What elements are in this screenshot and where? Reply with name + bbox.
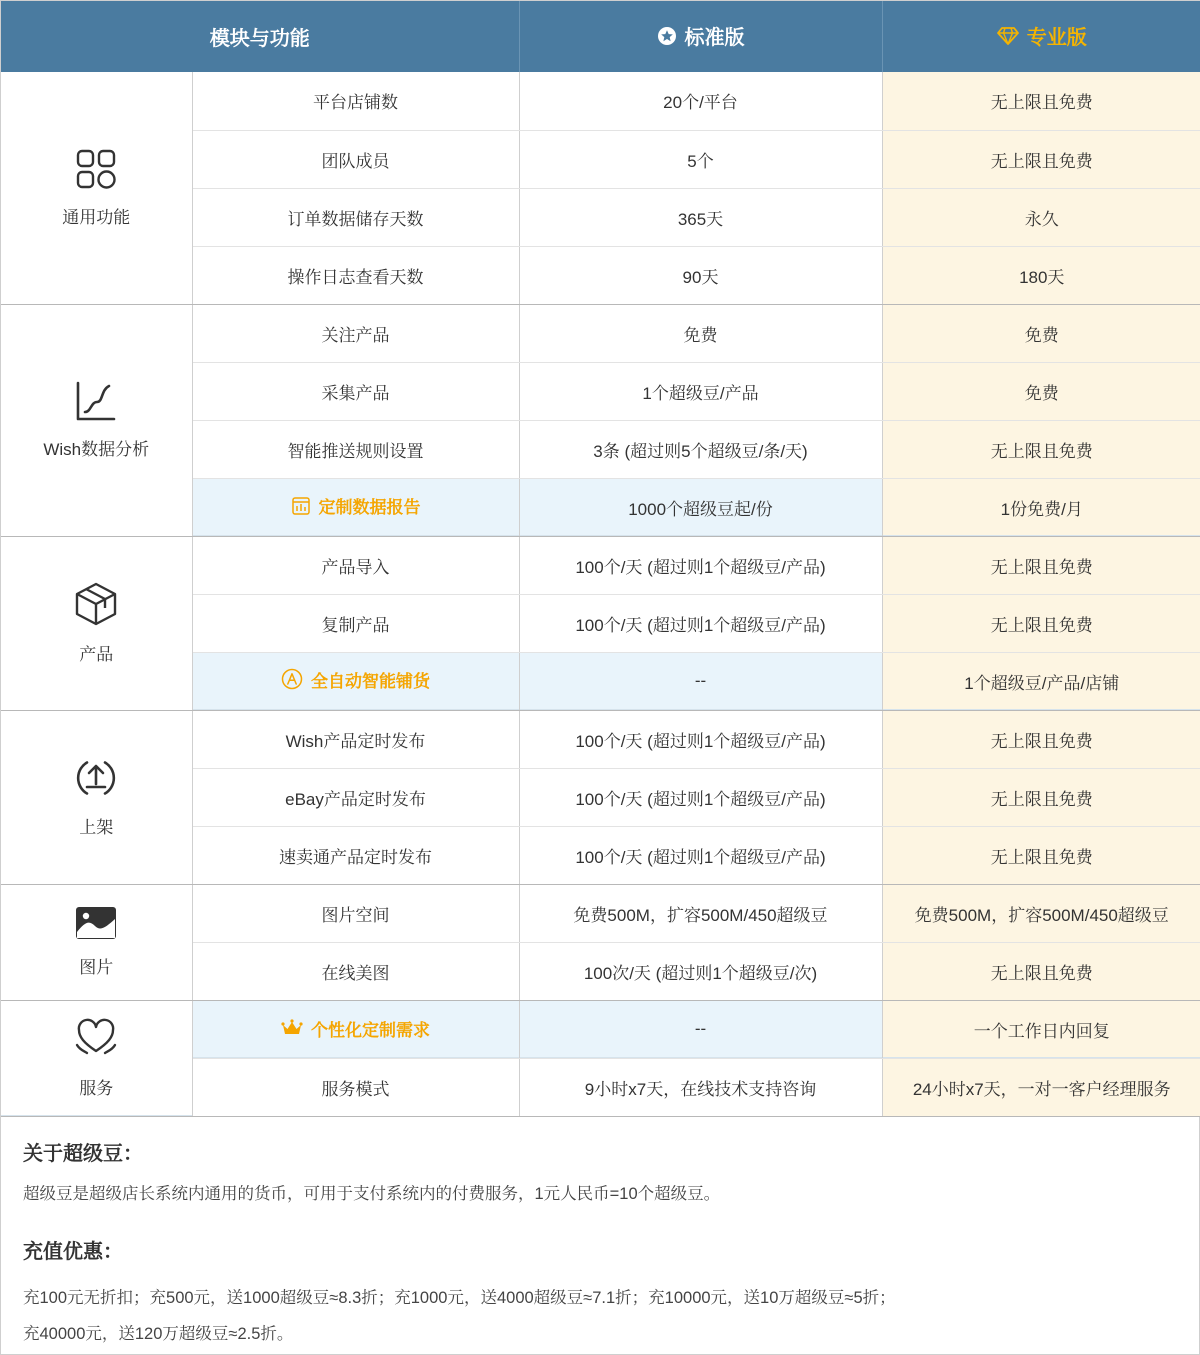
header-module-label: 模块与功能 bbox=[209, 28, 310, 50]
pro-value-cell: 无上限且免费 bbox=[882, 72, 1200, 130]
standard-value-cell: 100个/天 (超过则1个超级豆/产品) bbox=[519, 594, 882, 652]
pro-value-cell: 一个工作日内回复 bbox=[882, 1000, 1200, 1058]
grid-icon bbox=[75, 148, 117, 195]
feature-cell bbox=[192, 594, 519, 652]
header-pro-label: 专业版 bbox=[1026, 27, 1087, 50]
pro-value-cell: 无上限且免费 bbox=[882, 710, 1200, 768]
feature-cell bbox=[192, 826, 519, 884]
recharge-title: 充值优惠： bbox=[23, 1241, 123, 1264]
pro-value-cell: 无上限且免费 bbox=[882, 594, 1200, 652]
feature-cell bbox=[192, 304, 519, 362]
feature-cell bbox=[192, 478, 519, 536]
feature-label: 定制数据报告 bbox=[318, 498, 421, 518]
pro-value-cell: 无上限且免费 bbox=[882, 130, 1200, 188]
feature-label: eBay产品定时发布 bbox=[285, 789, 426, 809]
feature-cell bbox=[192, 536, 519, 594]
recharge-line-2: 充40000元，送120万超级豆≈2.5折。 bbox=[23, 1324, 294, 1343]
feature-cell bbox=[192, 1000, 519, 1058]
pro-value-cell: 无上限且免费 bbox=[882, 942, 1200, 1000]
pro-value-cell: 免费500M，扩容500M/450超级豆 bbox=[882, 884, 1200, 942]
chart-line-icon bbox=[75, 380, 117, 427]
feature-label: 图片空间 bbox=[321, 905, 390, 925]
pro-value-cell: 免费 bbox=[882, 362, 1200, 420]
feature-cell bbox=[192, 72, 519, 130]
feature-label: Wish产品定时发布 bbox=[285, 731, 426, 751]
plan-comparison-table bbox=[1, 1, 1200, 1117]
module-cell bbox=[1, 536, 192, 710]
pro-value-cell: 免费 bbox=[882, 304, 1200, 362]
auto-a-icon bbox=[281, 668, 303, 690]
module-cell bbox=[1, 884, 192, 1000]
feature-label: 操作日志查看天数 bbox=[287, 267, 424, 287]
standard-value-cell: 20个/平台 bbox=[519, 72, 882, 130]
pro-value-cell: 无上限且免费 bbox=[882, 826, 1200, 884]
pro-value-cell: 1个超级豆/产品/店铺 bbox=[882, 652, 1200, 710]
standard-value-cell: 免费500M，扩容500M/450超级豆 bbox=[519, 884, 882, 942]
standard-value-cell: 1个超级豆/产品 bbox=[519, 362, 882, 420]
feature-cell bbox=[192, 362, 519, 420]
header-standard-column bbox=[519, 1, 882, 72]
feature-label: 团队成员 bbox=[321, 151, 390, 171]
feature-label: 服务模式 bbox=[321, 1079, 390, 1099]
feature-label: 在线美图 bbox=[321, 963, 390, 983]
standard-value-cell: 90天 bbox=[519, 246, 882, 304]
module-label: 上架 bbox=[79, 818, 114, 837]
module-label: 通用功能 bbox=[62, 207, 131, 227]
feature-label: 产品导入 bbox=[321, 557, 390, 577]
standard-value-cell: 100个/天 (超过则1个超级豆/产品) bbox=[519, 826, 882, 884]
header-standard-label: 标准版 bbox=[684, 27, 745, 50]
heart-hands-icon bbox=[74, 1017, 118, 1066]
feature-cell bbox=[192, 130, 519, 188]
table-row bbox=[1, 884, 1200, 942]
beans-text: 超级豆是超级店长系统内通用的货币，可用于支付系统内的付费服务，1元人民币=10个超级豆。 bbox=[23, 1185, 721, 1203]
standard-value-cell: 免费 bbox=[519, 304, 882, 362]
crown-icon bbox=[281, 1019, 303, 1037]
standard-value-cell: 100个/天 (超过则1个超级豆/产品) bbox=[519, 710, 882, 768]
feature-cell bbox=[192, 420, 519, 478]
pro-value-cell: 永久 bbox=[882, 188, 1200, 246]
feature-cell bbox=[192, 768, 519, 826]
module-cell bbox=[1, 304, 192, 536]
feature-label: 速卖通产品定时发布 bbox=[279, 847, 432, 867]
feature-label: 采集产品 bbox=[321, 383, 390, 403]
table-row bbox=[1, 710, 1200, 768]
report-icon bbox=[291, 496, 311, 516]
pro-value-cell: 24小时x7天，一对一客户经理服务 bbox=[882, 1058, 1200, 1116]
standard-value-cell: 100个/天 (超过则1个超级豆/产品) bbox=[519, 536, 882, 594]
upload-icon bbox=[74, 756, 118, 805]
pro-value-cell: 无上限且免费 bbox=[882, 768, 1200, 826]
table-row bbox=[1, 1000, 1200, 1058]
feature-label: 全自动智能铺货 bbox=[311, 671, 430, 691]
standard-value-cell: 5个 bbox=[519, 130, 882, 188]
pro-value-cell: 1份免费/月 bbox=[882, 478, 1200, 536]
table-row bbox=[1, 536, 1200, 594]
feature-label: 订单数据储存天数 bbox=[287, 209, 424, 229]
feature-label: 智能推送规则设置 bbox=[287, 441, 424, 461]
notes-section bbox=[23, 1115, 1183, 1345]
feature-label: 个性化定制需求 bbox=[311, 1020, 430, 1040]
header-module-column bbox=[1, 1, 519, 72]
diamond-icon bbox=[997, 26, 1019, 46]
standard-value-cell: -- bbox=[519, 652, 882, 710]
standard-value-cell: -- bbox=[519, 1000, 882, 1058]
feature-label: 关注产品 bbox=[321, 325, 390, 345]
pro-value-cell: 无上限且免费 bbox=[882, 420, 1200, 478]
feature-cell bbox=[192, 710, 519, 768]
header-pro-column bbox=[882, 1, 1200, 72]
feature-cell bbox=[192, 884, 519, 942]
standard-value-cell: 9小时x7天，在线技术支持咨询 bbox=[519, 1058, 882, 1116]
pro-value-cell: 180天 bbox=[882, 246, 1200, 304]
module-label: 产品 bbox=[79, 645, 114, 664]
module-label: Wish数据分析 bbox=[43, 440, 150, 459]
standard-value-cell: 365天 bbox=[519, 188, 882, 246]
feature-cell bbox=[192, 942, 519, 1000]
table-header-row bbox=[1, 1, 1200, 72]
star-badge-icon bbox=[657, 26, 677, 46]
recharge-line-1: 充100元无折扣；充500元，送1000超级豆≈8.3折；充1000元，送4000超级豆≈7.1折；充10000元，送10万超级豆≈5折； bbox=[23, 1289, 896, 1308]
table-row bbox=[1, 72, 1200, 130]
module-label: 图片 bbox=[79, 958, 114, 977]
standard-value-cell: 100次/天 (超过则1个超级豆/次) bbox=[519, 942, 882, 1000]
module-cell bbox=[1, 1000, 192, 1116]
feature-label: 复制产品 bbox=[321, 615, 390, 635]
beans-title: 关于超级豆： bbox=[23, 1143, 143, 1165]
image-icon bbox=[75, 906, 117, 945]
feature-cell bbox=[192, 246, 519, 304]
module-cell bbox=[1, 710, 192, 884]
cube-icon bbox=[74, 581, 118, 632]
feature-label: 平台店铺数 bbox=[313, 93, 398, 113]
pro-value-cell: 无上限且免费 bbox=[882, 536, 1200, 594]
standard-value-cell: 3条 (超过则5个超级豆/条/天) bbox=[519, 420, 882, 478]
feature-cell bbox=[192, 1058, 519, 1116]
feature-cell bbox=[192, 188, 519, 246]
standard-value-cell: 100个/天 (超过则1个超级豆/产品) bbox=[519, 768, 882, 826]
table-row bbox=[1, 304, 1200, 362]
feature-cell bbox=[192, 652, 519, 710]
module-cell bbox=[1, 72, 192, 304]
module-label: 服务 bbox=[79, 1079, 114, 1098]
standard-value-cell: 1000个超级豆起/份 bbox=[519, 478, 882, 536]
